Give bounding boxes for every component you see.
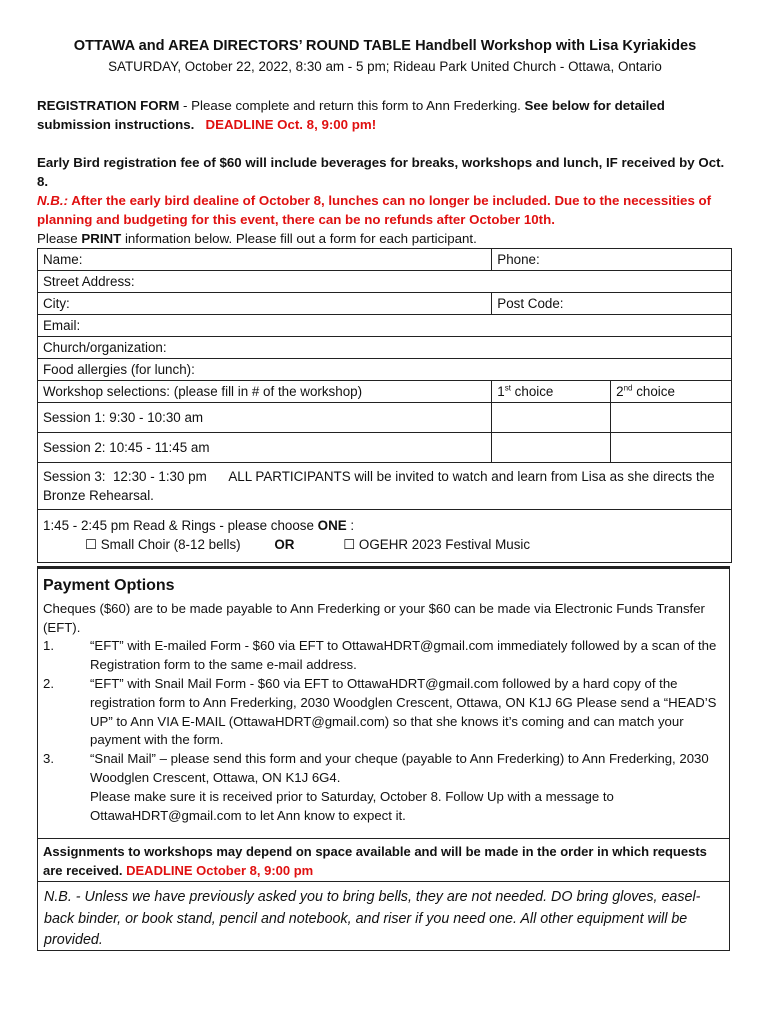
nb-footer-text: N.B. - Unless we have previously asked you to bring bells, they are not needed. DO bring gloves, easel-back binder, or book stand, pencil and notebook, and riser if you need one. All other equipment will be provided. <box>44 889 701 948</box>
submission-note: See below for detailed submission instructions. <box>37 98 665 132</box>
read-rings-cell <box>38 510 732 563</box>
first-choice-num: 1 <box>497 384 505 399</box>
church-field[interactable]: Church/organization: <box>38 337 732 359</box>
page-title: OTTAWA and AREA DIRECTORS’ ROUND TABLE Handbell Workshop with Lisa Kyriakides <box>73 38 697 54</box>
payment-option-text: “EFT” with Snail Mail Form - $60 via EFT to OttawaHDRT@gmail.com followed by a hard copy of the registration form to Ann Frederking, 2030 Woodglen Crescent, Ottawa, ON K1J 6G Please send a “HEAD’S UP” to Ann VIA E-MAIL (OttawaHDRT@gmail.com) so that she knows it’s coming and can match your payment with the form. <box>90 675 717 748</box>
session-1-second-choice[interactable] <box>611 403 732 433</box>
street-address-field[interactable]: Street Address: <box>38 271 732 293</box>
event-details: SATURDAY, October 22, 2022, 8:30 am - 5 pm; Rideau Park United Church - Ottawa, Ontario <box>108 59 662 74</box>
ogehr-festival-option[interactable]: ☐ OGEHR 2023 Festival Music <box>343 537 531 552</box>
nb-footer-box <box>37 881 730 951</box>
read-rings-colon: : <box>346 518 355 533</box>
table-row <box>38 463 732 510</box>
list-item <box>43 750 723 825</box>
registration-deadline: DEADLINE Oct. 8, 9:00 pm! <box>205 117 377 132</box>
workshop-selections-label: Workshop selections: (please fill in # of the workshop) <box>38 381 492 403</box>
list-item <box>43 675 723 750</box>
table-row <box>38 271 732 293</box>
print-note <box>37 229 737 248</box>
registration-label: REGISTRATION FORM <box>37 98 180 113</box>
nb-label: N.B.: <box>37 193 69 208</box>
participant-form-table <box>37 248 732 563</box>
registration-instructions <box>37 96 737 134</box>
payment-intro: Cheques ($60) are to be made payable to Ann Frederking or your $60 can be made via Electronic Funds Transfer (EFT). <box>43 600 705 635</box>
table-row <box>38 510 732 563</box>
print-note-bold: PRINT <box>81 231 122 246</box>
list-number: 3. <box>43 751 54 767</box>
first-choice-sup: st <box>504 383 511 393</box>
session-2-label: Session 2: 10:45 - 11:45 am <box>38 433 492 463</box>
payment-option-text: “Snail Mail” – please send this form and your cheque (payable to Ann Frederking) to Ann Frederking, 2030 Woodglen Crescent, Ottawa, ON K1J 6G4. Please make sure it is received prior to Saturday, October 8. Follow Up with a message to OttawaHDRT@gmail.com to let Ann know to expect it. <box>90 751 709 823</box>
payment-heading: Payment Options <box>43 577 175 594</box>
table-row <box>38 381 732 403</box>
read-rings-text: 1:45 - 2:45 pm Read & Rings - please choose <box>43 518 318 533</box>
email-field[interactable]: Email: <box>38 315 732 337</box>
assignments-text: Assignments to workshops may depend on space available and will be made in the order in which requests are received. <box>43 844 707 878</box>
early-bird-section <box>37 153 737 229</box>
assignments-deadline: DEADLINE October 8, 9:00 pm <box>126 862 314 878</box>
post-code-field[interactable]: Post Code: <box>492 293 732 315</box>
second-choice-sup: nd <box>623 383 633 393</box>
nb-text: After the early bird dealine of October 8, lunches can no longer be included. Due to the necessities of planning and budgeting for this event, there can be no refunds after October 10th. <box>37 193 712 227</box>
table-row <box>38 293 732 315</box>
table-row <box>38 315 732 337</box>
registration-text: - Please complete and return this form to Ann Frederking. <box>179 98 525 113</box>
payment-option-text: “EFT” with E-mailed Form - $60 via EFT to OttawaHDRT@gmail.com immediately followed by a scan of the Registration form to the same e-mail address. <box>90 638 717 673</box>
second-choice-label: choice <box>632 384 675 399</box>
session-2-second-choice[interactable] <box>611 433 732 463</box>
session-3-label: Session 3: 12:30 - 1:30 pm ALL PARTICIPANTS will be invited to watch and learn from Lisa as she directs the Bronze Rehearsal. <box>38 463 732 510</box>
early-bird-text: Early Bird registration fee of $60 will include beverages for breaks, workshops and lunch, IF received by Oct. 8. <box>37 155 725 189</box>
first-choice-label: choice <box>510 384 554 399</box>
session-2-first-choice[interactable] <box>492 433 611 463</box>
second-choice-header <box>611 381 732 403</box>
print-note-after: information below. Please fill out a form for each participant. <box>121 231 477 246</box>
allergies-field[interactable]: Food allergies (for lunch): <box>38 359 732 381</box>
second-choice-num: 2 <box>616 384 624 399</box>
table-row <box>38 433 732 463</box>
session-1-label: Session 1: 9:30 - 10:30 am <box>38 403 492 433</box>
list-number: 2. <box>43 675 54 691</box>
first-choice-header <box>492 381 611 403</box>
small-choir-option[interactable]: ☐ Small Choir (8-12 bells) <box>85 537 241 552</box>
read-rings-one: ONE <box>317 518 347 533</box>
list-number: 1. <box>43 638 54 654</box>
list-item <box>43 637 723 675</box>
table-row <box>38 359 732 381</box>
table-row <box>38 249 732 271</box>
or-label: OR <box>274 537 295 552</box>
payment-options-box <box>37 566 730 839</box>
name-field[interactable]: Name: <box>38 249 492 271</box>
table-row <box>38 337 732 359</box>
print-note-before: Please <box>37 231 82 246</box>
table-row <box>38 403 732 433</box>
session-1-first-choice[interactable] <box>492 403 611 433</box>
assignments-box <box>37 838 730 882</box>
phone-field[interactable]: Phone: <box>492 249 732 271</box>
city-field[interactable]: City: <box>38 293 492 315</box>
